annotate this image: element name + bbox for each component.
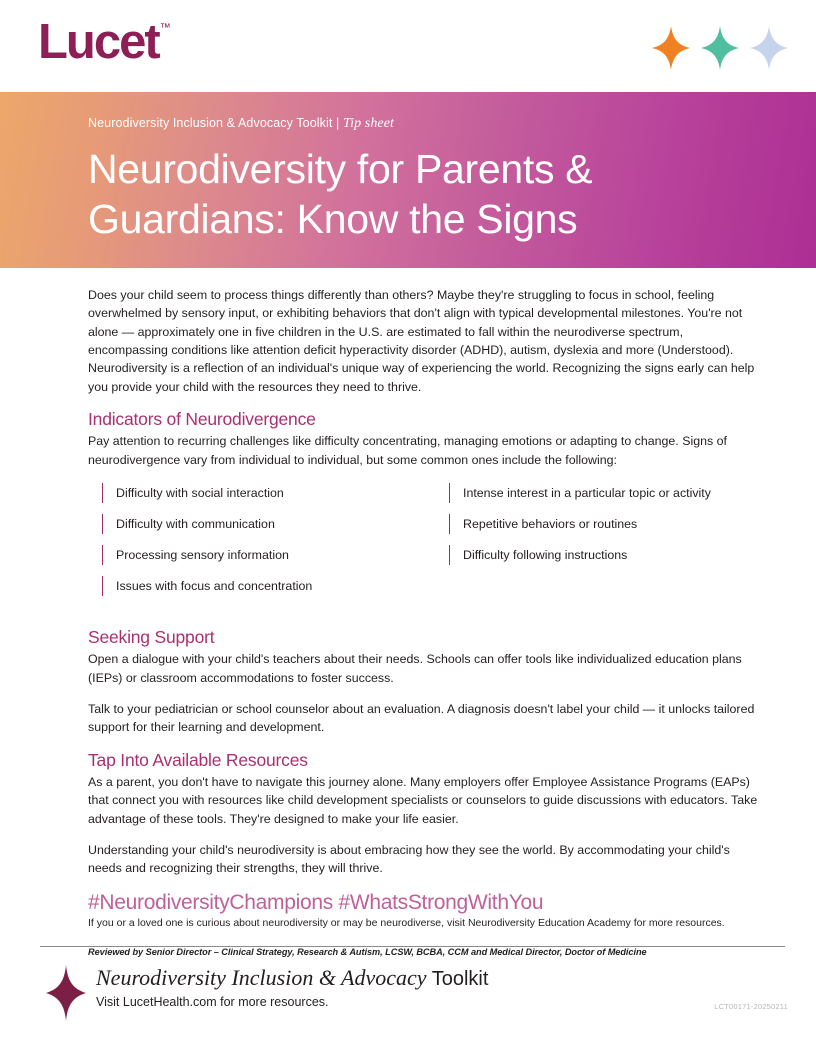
hashtag-line: #NeurodiversityChampions #WhatsStrongWithYou xyxy=(88,890,544,914)
page-footer xyxy=(46,963,786,1021)
lucet-wordmark: Lucet xyxy=(38,15,159,69)
resources-paragraph-1: As a parent, you don't have to navigate this journey alone. Many employers offer Employee Assistance Programs (EAPs) that connect you with resources like child development specialists or counselors to guide discussions with educators. Take advantage of these tools. They're designed to make your life easier. xyxy=(88,774,758,826)
footer-visit-link[interactable]: Visit LucetHealth.com for more resources. xyxy=(96,995,329,1010)
indicators-intro: Pay attention to recurring challenges like difficulty concentrating, managing emotions or adapting to change. Signs of neurodivergence vary from individual to individual, but some common ones include the following: xyxy=(88,434,727,467)
footer-divider xyxy=(40,946,785,947)
sparkle-teal-icon xyxy=(701,26,739,70)
resources-paragraph-2: Understanding your child's neurodiversity is about embracing how they see the world. By accommodating your child's needs and recognizing their strengths, they will thrive. xyxy=(88,842,730,876)
intro-paragraph: Does your child seem to process things differently than others? Maybe they're struggling to focus in school, feeling overwhelmed by sensory input, or exhibiting behaviors that don't align with typical developmental milestones. You're not alone — approximately one in five children in the U.S. are estimated to fall within the neurodiverse spectrum, encompassing conditions like attention deficit hyperactivity disorder (ADHD), autism, dyslexia and more (Understood). Neurodiversity is a reflection of an individual's unique way of experiencing the world. Recognizing the signs early can help you provide your child with the resources they need to thrive. xyxy=(88,288,755,394)
sparkle-blue-icon xyxy=(750,26,788,70)
footer-toolkit-title xyxy=(96,966,488,990)
seeking-support-paragraph-1: Open a dialogue with your child's teachers about their needs. Schools can offer tools like individualized education plans (IEPs) or classroom accommodations to foster success. xyxy=(88,652,742,685)
page-title-line2: Guardians: Know the Signs xyxy=(88,196,578,243)
seeking-support-heading: Seeking Support xyxy=(88,627,215,648)
sparkle-orange-icon xyxy=(652,26,690,70)
tip-sheet-label: Tip sheet xyxy=(342,116,395,131)
list-item: Intense interest in a particular topic or activity xyxy=(449,485,764,501)
toolkit-breadcrumb xyxy=(88,116,756,132)
list-item: Issues with focus and concentration xyxy=(102,578,433,594)
list-item: Repetitive behaviors or routines xyxy=(449,516,764,532)
hero-banner xyxy=(0,92,816,268)
diamond-icon xyxy=(46,965,86,1021)
trademark-symbol: ™ xyxy=(159,21,171,34)
indicators-list xyxy=(88,485,764,610)
indicators-column-left xyxy=(102,485,433,610)
sparkle-logo-group xyxy=(652,26,788,70)
footer-title-roman: Toolkit xyxy=(426,968,489,990)
indicators-column-right xyxy=(433,485,764,610)
resources-heading: Tap Into Available Resources xyxy=(88,749,308,770)
page-title-line1: Neurodiversity for Parents & xyxy=(88,146,593,192)
page-title xyxy=(88,144,756,244)
list-item: Difficulty following instructions xyxy=(449,547,764,563)
toolkit-name: Neurodiversity Inclusion & Advocacy Toolkit | xyxy=(88,116,343,130)
footer-title-italic: Neurodiversity Inclusion & Advocacy xyxy=(96,965,427,990)
footer-text-block xyxy=(86,963,488,1009)
reviewed-by-line: Reviewed by Senior Director – Clinical Strategy, Research & Autism, LCSW, BCBA, CCM and Medical Director, Doctor of Medicine xyxy=(88,946,647,957)
seeking-support-paragraph-2: Talk to your pediatrician or school counselor about an evaluation. A diagnosis doesn't label your child — it unlocks tailored support for their learning and development. xyxy=(88,702,755,735)
document-code: LCT00171-20250211 xyxy=(714,1002,788,1011)
list-item: Difficulty with social interaction xyxy=(102,485,433,501)
list-item: Difficulty with communication xyxy=(102,516,433,532)
hashtag-subtext: If you or a loved one is curious about neurodiversity or may be neurodiverse, visit Neurodiversity Education Academy for more resources. xyxy=(88,916,725,929)
list-item: Processing sensory information xyxy=(102,547,433,563)
lucet-logo xyxy=(38,15,171,69)
indicators-heading: Indicators of Neurodivergence xyxy=(88,409,316,430)
page-header xyxy=(0,0,816,92)
main-content xyxy=(0,268,816,957)
